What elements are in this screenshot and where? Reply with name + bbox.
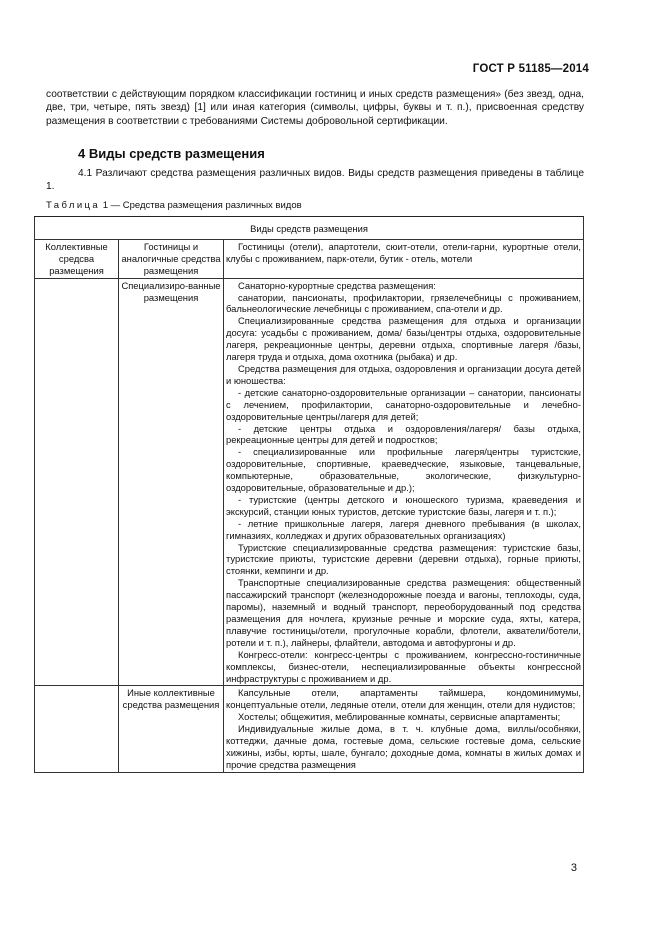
row2-paragraph: Туристские специализированные средства размещения: туристские базы, туристские приюты, туристские деревни (деревни отдыха), горные приюты, стоянки, кемпинги и др.: [226, 541, 581, 577]
row3-paragraph: Капсульные отели, апартаменты таймшера, кондоминимумы, концептуальные отели, ледяные отели, отели для женщин, отели для нудистов;: [226, 687, 581, 711]
row2-paragraph: Конгресс-отели: конгресс-центры с проживанием, конгрессно-гостиничные комплексы, бизнес-отели, неспециализированные объекты конгрессной инфраструктуры с проживанием и др.: [226, 648, 581, 684]
table-header-row: [35, 217, 584, 240]
row2-paragraph: Санаторно-курортные средства размещения:: [238, 279, 436, 291]
table-row: [35, 239, 584, 278]
row2-paragraph: - детские центры отдыха и оздоровления/лагеря/ базы отдыха, рекреационные центры для детей и подростков;: [226, 422, 581, 446]
row3-subcategory: Иные коллективные средства размещения: [119, 686, 224, 772]
row2-paragraph: Специализированные средства размещения для отдыха и организации досуга: усадьбы с проживанием, дома/ базы/центры отдыха, оздоровительные лагеря, рекреационные центры, деревни отдыха, спортивные лагеря /базы, лагеря труда и отдыха, дома охотника (рыбака) и др.: [226, 315, 581, 363]
intro-text: соответствии с действующим порядком классификации гостиниц и иных средств размещения» (без звезд, одна, две, три, четыре, пять звезд) [1] или иная категория (символы, цифры, буквы и т. п.), присвоенная средству размещения в соответствии с требованиями Системы добровольной сертификации.: [46, 89, 584, 127]
standard-header: ГОСТ Р 51185—2014: [472, 63, 589, 75]
row2-paragraph: санатории, пансионаты, профилактории, грязелечебницы с проживанием, бальнеологические лечебницы с проживанием, спа-отели и др.: [226, 291, 581, 315]
table-caption: [46, 200, 302, 211]
row3-description: [224, 686, 584, 772]
row2-subcategory: Специализиро-ванные размещения: [119, 278, 224, 686]
intro-paragraph: [46, 88, 584, 128]
row1-subcategory: Гостиницы и аналогичные средства размещения: [119, 239, 224, 278]
row1-paragraph: Гостиницы (отели), апартотели, сюит-отели, отели-гарни, курортные отели, клубы с проживанием, парк-отели, бутик - отель, мотели: [226, 240, 581, 264]
row2-paragraph: Средства размещения для отдыха, оздоровления и организации досуга детей и юношества:: [226, 362, 581, 386]
row2-paragraph: - специализированные или профильные лагеря/центры туристские, оздоровительные, спортивные, краеведческие, языковые, танцевальные, компьютерные, образовательные, экологические, физкультурно-оздоровительные, образовательные и др.);: [226, 446, 581, 494]
table-row: [35, 278, 584, 686]
row3-category: [35, 686, 119, 772]
row2-description: [224, 278, 584, 686]
row3-paragraph: Хостелы; общежития, меблированные комнаты, сервисные апартаменты;: [238, 711, 561, 723]
row2-paragraph: - детские санаторно-оздоровительные организации – санатории, пансионаты с лечением, профилактории, санаторно-оздоровительные и лечебно-оздоровительные центры/лагеря для детей;: [226, 386, 581, 422]
row1-description: [224, 239, 584, 278]
row2-category: [35, 278, 119, 686]
row2-paragraph: - туристские (центры детского и юношеского туризма, краеведения и экскурсий, станции юных туристов, детские туристские базы, лагеря и т. п.);: [226, 493, 581, 517]
row2-paragraph: Транспортные специализированные средства размещения: общественный пассажирский транспорт (железнодорожные поезда и вагоны, теплоходы, суда, паромы), наземный и водный транспорт, переоборудованный под средства размещения для ночлега, круизные речные и морские суда, яхты, катера, плавучие гостиницы/отели, прогулочные корабли, флотели, акватели/ботели, ротели и т. п.), лайнеры, флайтели, автодома и автофургоны и др.: [226, 577, 581, 648]
section-title: 4 Виды средств размещения: [78, 146, 265, 161]
row2-paragraph: - летние пришкольные лагеря, лагеря дневного пребывания (в школах, гимназиях, колледжах и других образовательных организациях): [226, 517, 581, 541]
row3-paragraph: Индивидуальные жилые дома, в т. ч. клубные дома, виллы/особняки, коттеджи, дачные дома, гостевые дома, сельские гостевые дома, сельские хижины, избы, юрты, шале, бунгало; доходные дома, комнаты в жилых домах и прочие средства размещения: [226, 723, 581, 770]
paragraph-4-1-text: 4.1 Различают средства размещения различных видов. Виды средств размещения приведены в таблице 1.: [46, 168, 584, 193]
paragraph-4-1: [46, 167, 584, 194]
table-row: [35, 686, 584, 772]
table-header-cell: Виды средств размещения: [35, 217, 584, 240]
page-number: 3: [570, 862, 577, 874]
accommodation-types-table: [34, 216, 584, 773]
table-caption-label: Таблица: [46, 200, 101, 211]
table-caption-text: 1 — Средства размещения различных видов: [100, 200, 302, 211]
row1-category: Коллективные средсва размещения: [35, 239, 119, 278]
